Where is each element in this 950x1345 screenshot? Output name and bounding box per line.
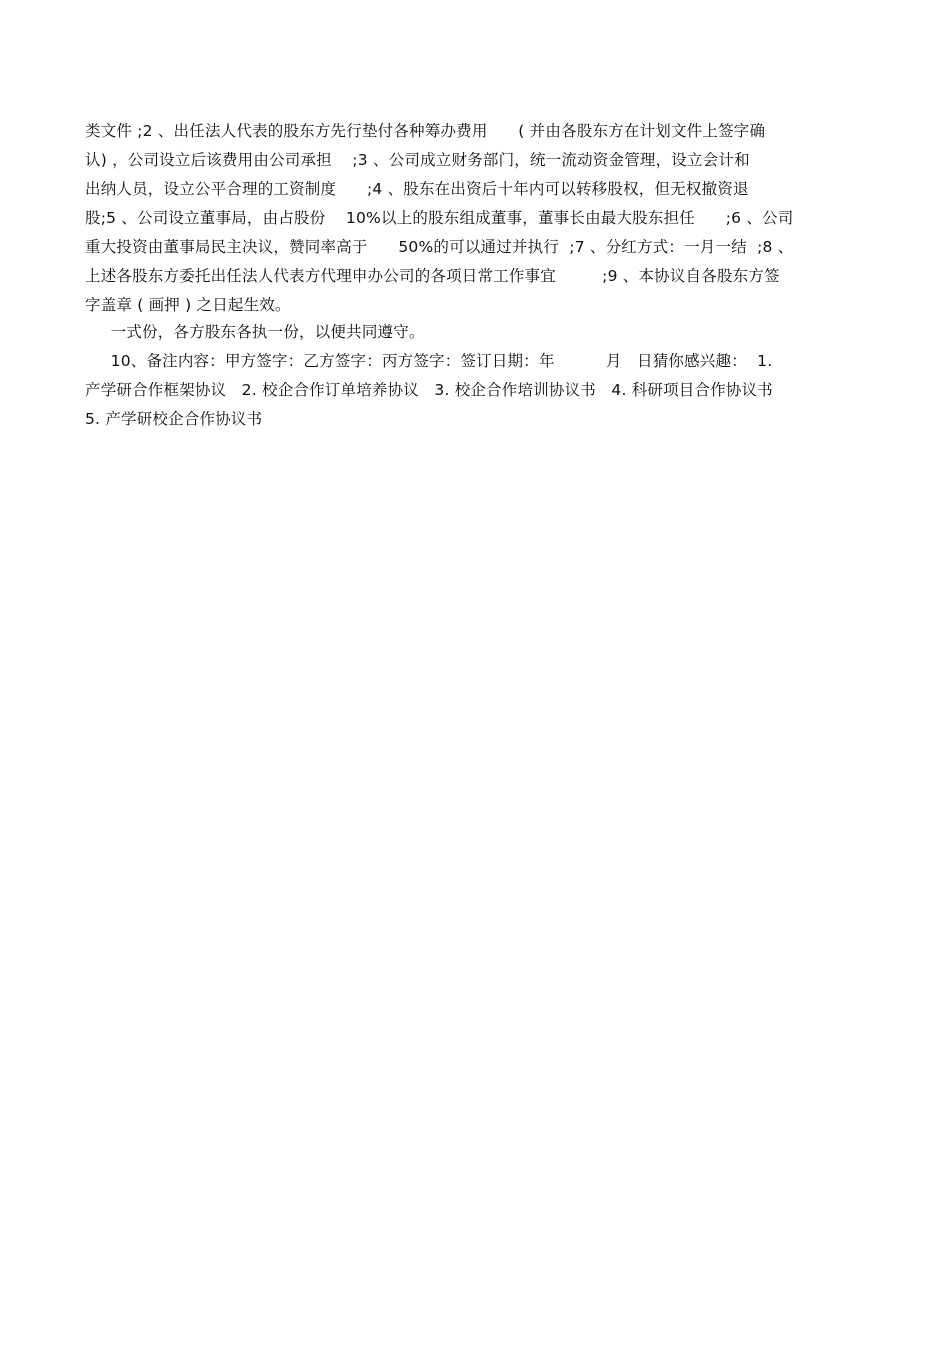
text-line: 字盖章 ( 画押 ) 之日起生效。 bbox=[85, 296, 291, 314]
text-line: 认) ，公司设立后该费用由公司承担 ;3 、公司成立财务部门，统一流动资金管理，设立会计和 bbox=[85, 151, 750, 169]
text-line: 10、备注内容：甲方签字：乙方签字：丙方签字：签订日期：年 月 日猜你感兴趣： 1. bbox=[85, 352, 773, 370]
text-line: 类文件 ;2 、出任法人代表的股东方先行垫付各种筹办费用 ( 并由各股东方在计划文件上签字确 bbox=[85, 122, 766, 140]
text-line: 产学研合作框架协议 2. 校企合作订单培养协议 3. 校企合作培训协议书 4. 科研项目合作协议书 bbox=[85, 381, 773, 399]
text-line: 5. 产学研校企合作协议书 bbox=[85, 410, 263, 428]
text-line: 重大投资由董事局民主决议，赞同率高于 50%的可以通过并执行 ;7 、分红方式：一月一结 ;8 、 bbox=[85, 238, 794, 256]
text-line: 上述各股东方委托出任法人代表方代理申办公司的各项日常工作事宜 ;9 、本协议自各股东方签 bbox=[85, 267, 780, 285]
text-line: 出纳人员，设立公平合理的工资制度 ;4 、股东在出资后十年内可以转移股权，但无权撤资退 bbox=[85, 180, 749, 198]
text-line: 一式份，各方股东各执一份，以便共同遵守。 bbox=[85, 323, 425, 341]
text-line: 股;5 、公司设立董事局，由占股份 10%以上的股东组成董事，董事长由最大股东担任 ;6 、公司 bbox=[85, 209, 794, 227]
